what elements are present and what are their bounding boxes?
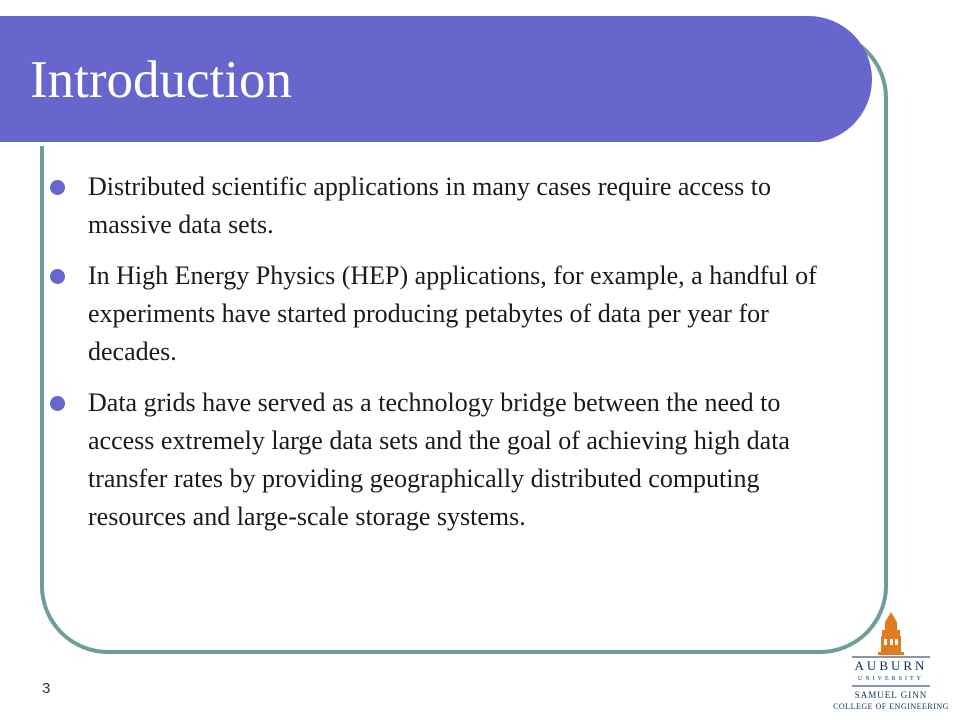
logo-samuel-ginn: SAMUEL GINN — [854, 690, 928, 700]
auburn-engineering-logo — [830, 608, 956, 716]
logo-university: UNIVERSITY — [858, 676, 924, 682]
logo-college: COLLEGE OF ENGINEERING — [833, 702, 949, 711]
bullet-item — [50, 384, 850, 536]
title-underline — [0, 142, 826, 146]
bullet-item — [50, 168, 850, 244]
bullet-text: In High Energy Physics (HEP) applications, for example, a handful of experiments have started producing petabytes of data per year for decades. — [88, 261, 817, 366]
bullet-item — [50, 257, 850, 371]
bullet-dot-icon — [50, 396, 65, 411]
bullet-text: Data grids have served as a technology bridge between the need to access extremely large data sets and the goal of achieving high data transfer rates by providing geographically distributed computing resources and large-scale storage systems. — [88, 388, 790, 531]
page-number: 3 — [42, 680, 51, 697]
samford-hall-tower-icon — [878, 612, 904, 655]
slide-title: Introduction — [30, 51, 292, 109]
logo-auburn: AUBURN — [854, 658, 928, 673]
bullet-dot-icon — [50, 180, 65, 195]
title-bar — [0, 16, 872, 143]
bullet-list — [50, 168, 850, 549]
bullet-text: Distributed scientific applications in many cases require access to massive data sets. — [88, 172, 771, 239]
bullet-dot-icon — [50, 269, 65, 284]
